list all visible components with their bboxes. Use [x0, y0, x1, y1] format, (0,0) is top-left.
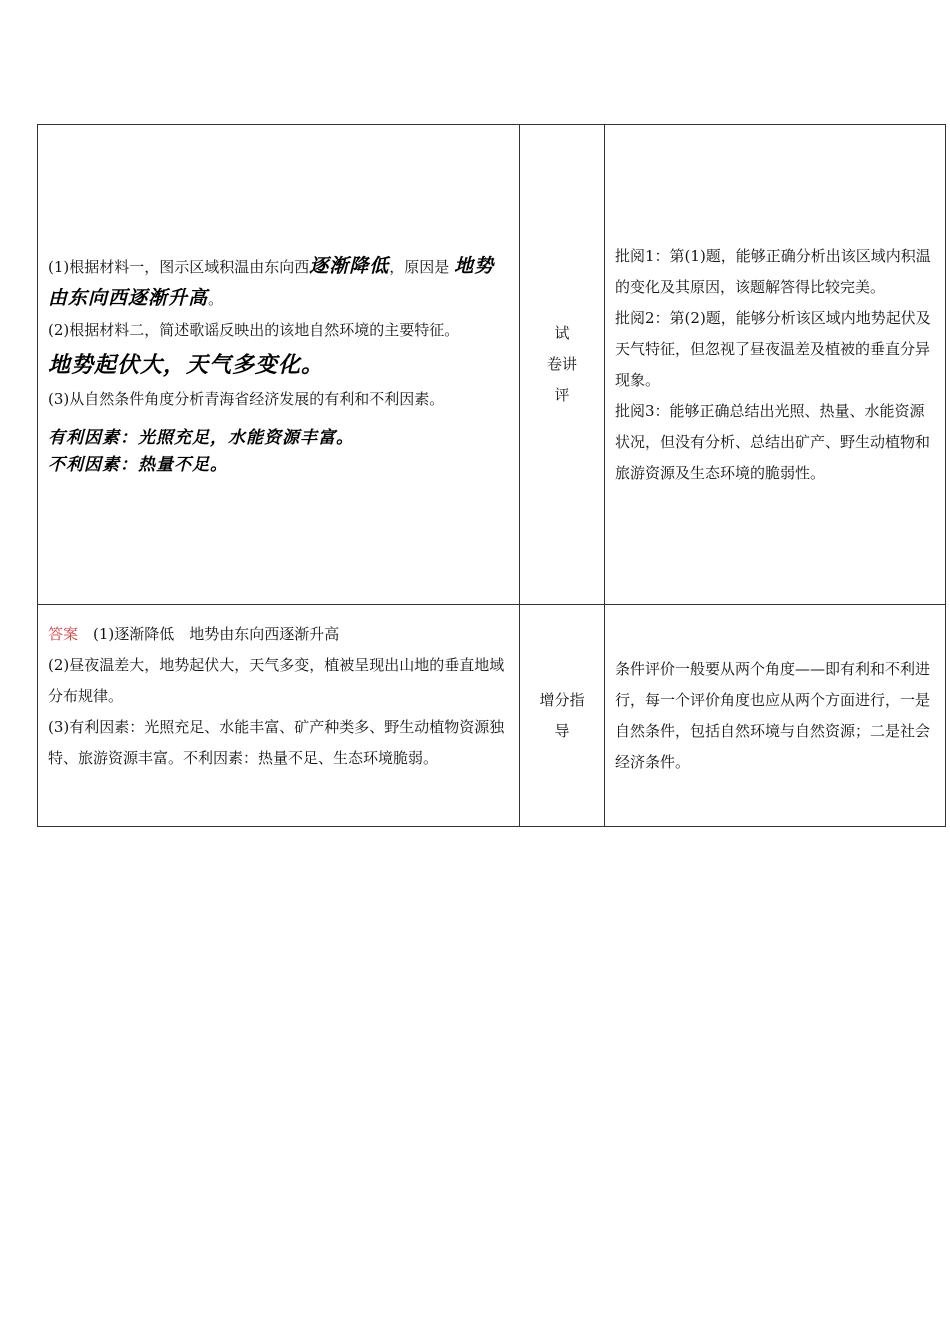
answer-3: (3)有利因素：光照充足、水能丰富、矿产种类多、野生动植物资源独特、旅游资源丰富。不利因素：热量不足、生态环境脆弱。	[48, 718, 505, 767]
table-row-student-work	[38, 125, 946, 605]
answer-2: (2)昼夜温差大，地势起伏大，天气多变，植被呈现出山地的垂直地域分布规律。	[48, 656, 505, 705]
handwritten-answer-3-unfavorable: 不利因素：热量不足。	[48, 454, 228, 475]
student-answer-cell	[38, 125, 520, 605]
handwritten-answer-3	[48, 425, 511, 479]
teacher-comments-cell	[605, 125, 946, 605]
section-label-guidance	[520, 605, 605, 827]
comment-1: 批阅1：第(1)题，能够正确分析出该区域内积温的变化及其原因，该题解答得比较完美。	[615, 246, 931, 296]
table-row-answer	[38, 605, 946, 827]
question-1-middle: ，原因是	[389, 257, 450, 276]
comment-2: 批阅2：第(2)题，能够分析该区域内地势起伏及天气特征，但忽视了昼夜温差及植被的垂直分异现象。	[615, 308, 931, 389]
reference-answer-cell	[38, 605, 520, 827]
guidance-text: 条件评价一般要从两个角度——即有利和不利进行，每一个评价角度也应从两个方面进行，一是自然条件，包括自然环境与自然资源；二是社会经济条件。	[615, 659, 931, 771]
section-label-line: 评	[554, 386, 570, 404]
guidance-cell	[605, 605, 946, 827]
section-label-line: 导	[554, 721, 570, 740]
handwritten-answer-1a: 逐渐降低	[309, 254, 390, 277]
handwritten-answer-1b: 地势由东向西逐渐升高	[48, 254, 495, 309]
section-label-review	[520, 125, 605, 605]
answer-1-text: (1)逐渐降低 地势由东向西逐渐升高	[93, 625, 340, 643]
question-1-end: 。	[208, 289, 224, 308]
question-1-prefix: (1)根据材料一，图示区域积温由东向西	[48, 257, 310, 276]
section-label-line: 卷讲	[546, 355, 577, 373]
handwritten-answer-3-favorable: 有利因素：光照充足，水能资源丰富。	[48, 427, 354, 448]
handwritten-answer-2: 地势起伏大，天气多变化。	[48, 352, 325, 378]
review-sheet	[37, 124, 931, 827]
answer-1	[48, 619, 511, 650]
comment-3: 批阅3：能够正确总结出光照、热量、水能资源状况，但没有分析、总结出矿产、野生动植物和旅游资源及生态环境的脆弱性。	[615, 401, 931, 482]
answer-tag: 答案	[48, 625, 79, 643]
question-3: (3)从自然条件角度分析青海省经济发展的有利和不利因素。	[48, 389, 445, 408]
review-table	[37, 124, 946, 827]
question-2: (2)根据材料二，简述歌谣反映出的该地自然环境的主要特征。	[48, 320, 460, 339]
section-label-line: 试	[554, 324, 570, 342]
question-1	[48, 251, 511, 315]
section-label-line: 增分指	[539, 690, 585, 709]
